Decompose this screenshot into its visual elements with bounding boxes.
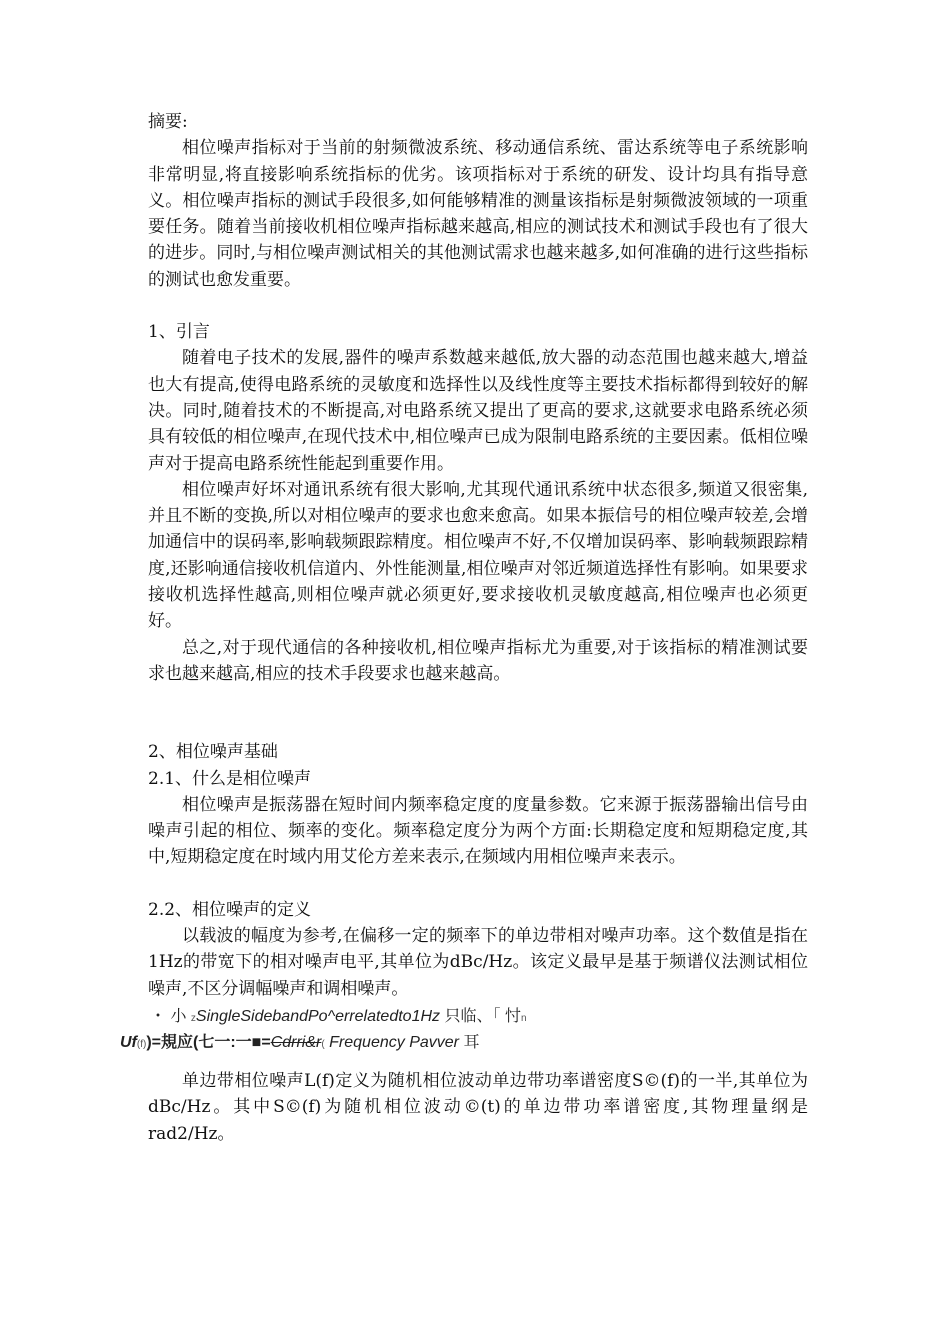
formula-denominator-text: Frequency Pavver bbox=[324, 1033, 464, 1051]
section-1-paragraph-3: 总之,对于现代通信的各种接收机,相位噪声指标尤为重要,对于该指标的精准测试要求也越来越高,相应的技术手段要求也越来越高。 bbox=[148, 637, 808, 684]
formula-numerator-text: SingleSidebandPo^errelatedto1Hz bbox=[195, 1007, 441, 1025]
formula-prefix: ・ 小 bbox=[150, 1007, 191, 1025]
formula-denominator-mark: ( bbox=[321, 1038, 325, 1050]
abstract-heading: 摘要: bbox=[148, 112, 188, 132]
section-1-heading: 1、引言 bbox=[148, 322, 210, 343]
section-2-2-heading: 2.2、相位噪声的定义 bbox=[148, 899, 312, 920]
spacer bbox=[148, 293, 808, 319]
document-body bbox=[120, 109, 808, 1147]
section-2-1-heading: 2.1、什么是相位噪声 bbox=[148, 768, 312, 789]
formula-line-2-end: 耳 bbox=[463, 1033, 480, 1051]
formula-lhs-subscript: (f) bbox=[136, 1038, 147, 1050]
spacer bbox=[148, 687, 808, 739]
section-2-2-paragraph: 以载波的幅度为参考,在偏移一定的频率下的单边带相对噪声功率。这个数值是指在1Hz的带宽下的相对噪声电平,其单位为dBc/Hz。该定义最早是基于频谱仪法测试相位噪声,不区分调幅噪声和调相噪声。 bbox=[148, 926, 808, 999]
formula-denominator-carrier: Cdrri&r bbox=[270, 1033, 322, 1051]
formula-equals: )=規应(七一:一■= bbox=[146, 1033, 271, 1051]
abstract-paragraph: 相位噪声指标对于当前的射频微波系统、移动通信系统、雷达系统等电子系统影响非常明显,将直接影响系统指标的优劣。该项指标对于系统的研发、设计均具有指导意义。相位噪声指标的测试手段很多,如何能够精准的测量该指标是射频微波领域的一项重要任务。随着当前接收机相位噪声指标越来越高,相应的测试技术和测试手段也有了很大的进步。同时,与相位噪声测试相关的其他测试需求也越来越多,如何准确的进行这些指标的测试也愈发重要。 bbox=[148, 138, 808, 290]
formula-lhs: Uf bbox=[120, 1033, 137, 1051]
section-2-heading: 2、相位噪声基础 bbox=[148, 742, 278, 763]
formula-line-1-end: n bbox=[520, 1012, 527, 1024]
spacer bbox=[148, 871, 808, 897]
section-1-paragraph-1: 随着电子技术的发展,器件的噪声系数越来越低,放大器的动态范围也越来越大,增益也大有提高,使得电路系统的灵敏度和选择性以及线性度等主要技术指标都得到较好的解决。同时,随着技术的不断提高,对电路系统又提出了更高的要求,这就要求电路系统必须具有较低的相位噪声,在现代技术中,相位噪声已成为限制电路系统的主要因素。低相位噪声对于提高电路系统性能起到重要作用。 bbox=[148, 348, 808, 474]
section-2-2-after-formula-paragraph: 单边带相位噪声L(f)定义为随机相位波动单边带功率谱密度S©(f)的一半,其单位为dBc/Hz。其中S©(f)为随机相位波动©(t)的单边带功率谱密度,其物理量纲是rad2/Hz。 bbox=[148, 1070, 808, 1144]
formula-subscript: z bbox=[190, 1012, 196, 1024]
formula-line-2 bbox=[120, 1030, 479, 1058]
section-1-paragraph-2: 相位噪声好坏对通讯系统有很大影响,尤其现代通讯系统中状态很多,频道又很密集,并且不断的变换,所以对相位噪声的要求也愈来愈高。如果本振信号的相位噪声较差,会增加通信中的误码率,影响载频跟踪精度。相位噪声不好,不仅增加误码率、影响载频跟踪精度,还影响通信接收机信道内、外性能测量,相位噪声对邻近频道选择性有影响。如果要求接收机选择性越高,则相位噪声就必须更好,要求接收机灵敏度越高,相位噪声也必须更好。 bbox=[148, 479, 808, 632]
formula-line-1-suffix: 只临、「 忖 bbox=[440, 1007, 521, 1025]
phase-noise-formula bbox=[120, 1002, 808, 1054]
section-2-1-paragraph: 相位噪声是振荡器在短时间内频率稳定度的度量参数。它来源于振荡器输出信号由噪声引起的相位、频率的变化。频率稳定度分为两个方面:长期稳定度和短期稳定度,其中,短期稳定度在时域内用艾伦方差来表示,在频域内用相位噪声来表示。 bbox=[148, 794, 808, 868]
formula-line-1 bbox=[150, 1004, 527, 1032]
